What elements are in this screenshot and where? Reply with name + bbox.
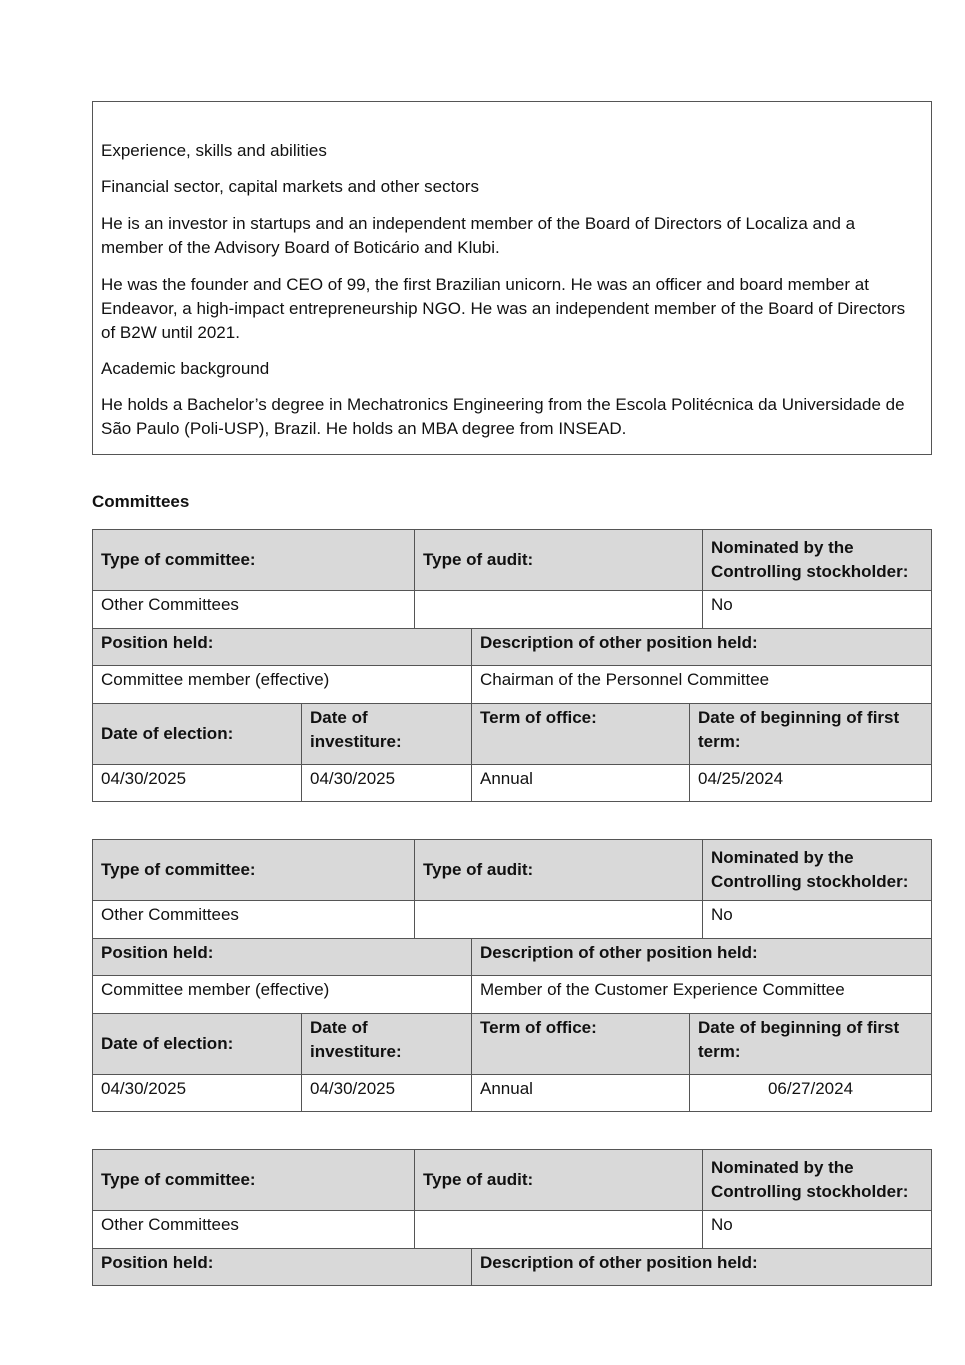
date-first-term-value: [689, 764, 932, 802]
term-label-text: Term of office:: [480, 708, 597, 727]
date-first-term-label-text: Date of beginning of first term:: [698, 1018, 900, 1061]
description-value: [471, 665, 932, 704]
nominated-value: [702, 1210, 932, 1249]
date-investiture-value-text: 04/30/2025: [310, 1079, 396, 1098]
date-investiture-value: [301, 1074, 472, 1112]
nominated-value: [702, 590, 932, 629]
experience-heading: Experience, skills and abilities: [101, 141, 327, 160]
date-election-label-text: Date of election:: [101, 724, 234, 743]
date-first-term-label: [689, 1013, 932, 1075]
date-investiture-value: [301, 764, 472, 802]
date-election-value: [92, 1074, 302, 1112]
type-of-committee-value: [92, 900, 415, 939]
position-held-value: [92, 975, 472, 1014]
type-of-audit-value: [414, 900, 703, 939]
description-label: [471, 628, 932, 666]
date-first-term-label: [689, 703, 932, 765]
date-investiture-label: [301, 703, 472, 765]
nominated-label: [702, 529, 932, 591]
position-held-value-text: Committee member (effective): [101, 980, 330, 999]
description-value: [471, 975, 932, 1014]
type-of-audit-label: [414, 839, 703, 901]
date-election-label-text: Date of election:: [101, 1034, 234, 1053]
position-held-label: [92, 1248, 472, 1286]
term-label: [471, 1013, 690, 1075]
term-label: [471, 703, 690, 765]
type-of-committee-value-text: Other Committees: [101, 595, 239, 614]
nominated-label: [702, 839, 932, 901]
type-of-audit-label: [414, 529, 703, 591]
nominated-value: [702, 900, 932, 939]
nominated-label-text: Nominated by the Controlling stockholder:: [711, 538, 909, 581]
position-held-label: [92, 628, 472, 666]
term-label-text: Term of office:: [480, 1018, 597, 1037]
date-investiture-label: [301, 1013, 472, 1075]
type-of-audit-value: [414, 590, 703, 629]
date-election-value-text: 04/30/2025: [101, 769, 187, 788]
description-label-text: Description of other position held:: [480, 943, 758, 962]
type-of-committee-label-text: Type of committee:: [101, 860, 256, 879]
profile-box: [92, 101, 932, 455]
nominated-label-text: Nominated by the Controlling stockholder:: [711, 1158, 909, 1201]
description-value-text: Chairman of the Personnel Committee: [480, 670, 770, 689]
position-held-label: [92, 938, 472, 976]
academic-text: He holds a Bachelor’s degree in Mechatronics Engineering from the Escola Politécnica da Universidade de São Paulo (Poli-USP), Brazil. He holds an MBA degree from INSEAD.: [101, 395, 905, 438]
type-of-committee-label: [92, 529, 415, 591]
description-label-text: Description of other position held:: [480, 1253, 758, 1272]
date-first-term-value-text: 04/25/2024: [698, 769, 784, 788]
term-value: [471, 764, 690, 802]
nominated-label-text: Nominated by the Controlling stockholder:: [711, 848, 909, 891]
position-held-label-text: Position held:: [101, 1253, 214, 1272]
type-of-committee-value-text: Other Committees: [101, 1215, 239, 1234]
type-of-audit-label: [414, 1149, 703, 1211]
type-of-committee-label-text: Type of committee:: [101, 1170, 256, 1189]
position-held-value-text: Committee member (effective): [101, 670, 330, 689]
term-value-text: Annual: [480, 769, 533, 788]
description-label: [471, 1248, 932, 1286]
nominated-value-text: No: [711, 905, 733, 924]
past-roles-text: He was the founder and CEO of 99, the first Brazilian unicorn. He was an officer and board member at Endeavor, a high-impact entrepreneurship NGO. He was an independent member of the Board of Directors of B2W until 2021.: [101, 275, 906, 342]
type-of-committee-label-text: Type of committee:: [101, 550, 256, 569]
academic-heading: Academic background: [101, 359, 270, 378]
term-value-text: Annual: [480, 1079, 533, 1098]
date-first-term-value-text: 06/27/2024: [767, 1079, 854, 1098]
type-of-audit-label-text: Type of audit:: [423, 550, 534, 569]
date-investiture-label-text: Date of investiture:: [310, 708, 402, 751]
type-of-committee-value: [92, 1210, 415, 1249]
position-held-value: [92, 665, 472, 704]
type-of-audit-label-text: Type of audit:: [423, 860, 534, 879]
description-label: [471, 938, 932, 976]
current-roles-text: He is an investor in startups and an independent member of the Board of Directors of Localiza and a member of the Advisory Board of Boticário and Klubi.: [101, 214, 856, 257]
sectors-text: Financial sector, capital markets and other sectors: [101, 177, 479, 196]
type-of-committee-value-text: Other Committees: [101, 905, 239, 924]
type-of-committee-value: [92, 590, 415, 629]
position-held-label-text: Position held:: [101, 943, 214, 962]
description-label-text: Description of other position held:: [480, 633, 758, 652]
type-of-committee-label: [92, 839, 415, 901]
type-of-audit-value: [414, 1210, 703, 1249]
date-investiture-label-text: Date of investiture:: [310, 1018, 402, 1061]
nominated-value-text: No: [711, 1215, 733, 1234]
nominated-value-text: No: [711, 595, 733, 614]
date-election-label: [92, 1013, 302, 1075]
type-of-committee-label: [92, 1149, 415, 1211]
date-first-term-label-text: Date of beginning of first term:: [698, 708, 900, 751]
term-value: [471, 1074, 690, 1112]
type-of-audit-label-text: Type of audit:: [423, 1170, 534, 1189]
description-value-text: Member of the Customer Experience Committee: [480, 980, 845, 999]
date-election-label: [92, 703, 302, 765]
committees-heading: Committees: [92, 492, 190, 511]
date-investiture-value-text: 04/30/2025: [310, 769, 396, 788]
date-first-term-value: [689, 1074, 932, 1112]
date-election-value-text: 04/30/2025: [101, 1079, 187, 1098]
date-election-value: [92, 764, 302, 802]
nominated-label: [702, 1149, 932, 1211]
position-held-label-text: Position held:: [101, 633, 214, 652]
